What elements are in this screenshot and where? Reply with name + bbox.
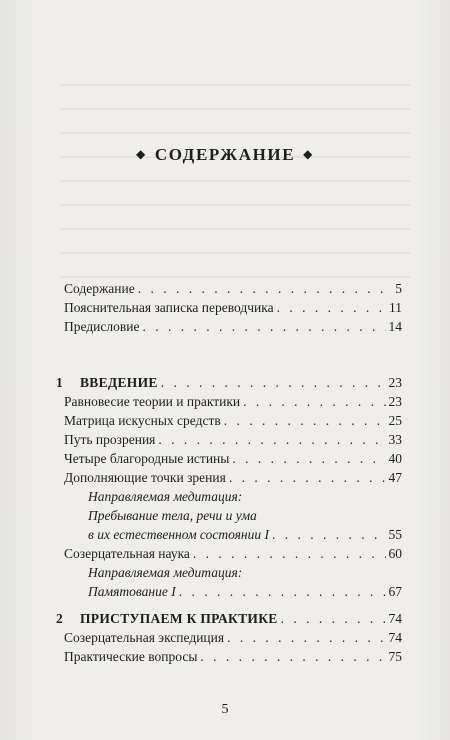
toc-entry: Пояснительная записка переводчика . . . 11	[64, 298, 402, 318]
toc-subentry-line: Направляемая медитация:	[88, 565, 243, 580]
toc-entry: Матрица искусных средств . . . 25	[64, 411, 402, 431]
toc-entry: Созерцательная экспедиция . . . 74	[64, 628, 402, 648]
toc-entry: Содержание . . . 5	[64, 279, 402, 299]
toc-subentry: Памятование I . . . 67	[88, 582, 402, 602]
page-number: 5	[221, 702, 229, 717]
diamond-ornament-icon: ◆	[303, 147, 315, 161]
page-title	[0, 145, 450, 165]
toc-subentry: в их естественном состоянии I . . . 55	[88, 525, 402, 545]
toc-subentry-line: Пребывание тела, речи и ума	[88, 508, 257, 523]
toc-chapter-2: 2 ПРИСТУПАЕМ К ПРАКТИКЕ . . . 74	[58, 609, 402, 629]
toc-entry: Равновесие теории и практики . . . 23	[64, 392, 402, 412]
title-text: СОДЕРЖАНИЕ	[154, 145, 296, 164]
toc-entry: Четыре благородные истины . . . 40	[64, 449, 402, 469]
diamond-ornament-icon: ◆	[135, 147, 147, 161]
toc-entry: Дополняющие точки зрения . . . 47	[64, 468, 402, 488]
toc-entry: Созерцательная наука . . . 60	[64, 544, 402, 564]
toc-subentry-line: Направляемая медитация:	[88, 489, 243, 504]
toc-chapter-1: 1 ВВЕДЕНИЕ . . . 23	[58, 373, 402, 393]
toc-entry: Предисловие . . . 14	[64, 317, 402, 337]
toc-entry: Практические вопросы . . . 75	[64, 647, 402, 667]
show-through-text	[60, 70, 410, 300]
toc-entry: Путь прозрения . . . 33	[64, 430, 402, 450]
